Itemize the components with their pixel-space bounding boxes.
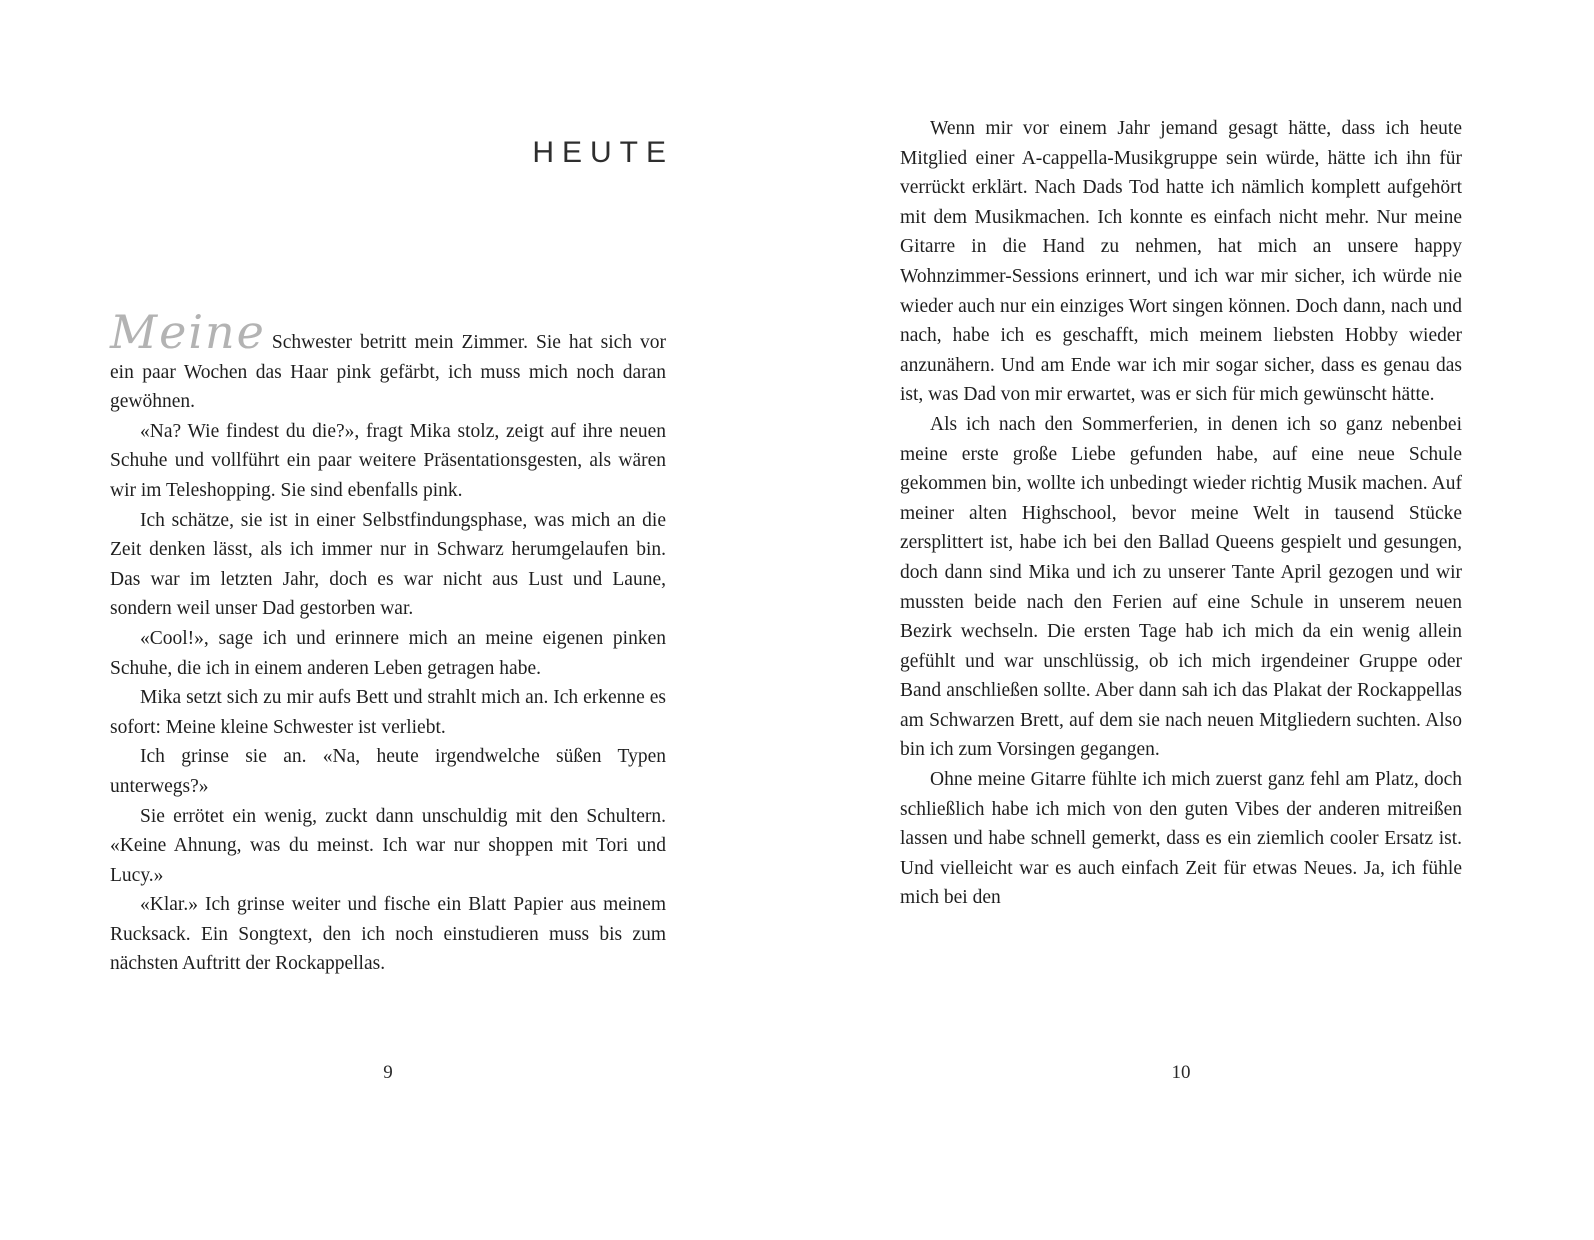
page-right-body xyxy=(900,114,1462,913)
paragraph: Mika setzt sich zu mir aufs Bett und strahlt mich an. Ich erkenne es sofort: Meine kleine Schwester ist verliebt. xyxy=(110,687,666,738)
paragraph: Ohne meine Gitarre fühlte ich mich zuerst ganz fehl am Platz, doch schließlich habe ich mich von den guten Vibes der anderen mitreißen lassen und habe schnell gemerkt, dass es ein ziemlich cooler Ersatz ist. Und vielleicht war es auch einfach Zeit für etwas Neues. Ja, ich fühle mich bei den xyxy=(900,769,1462,909)
paragraph: «Cool!», sage ich und erinnere mich an meine eigenen pinken Schuhe, die ich in einem anderen Leben getragen habe. xyxy=(110,627,666,679)
paragraph: Sie errötet ein wenig, zuckt dann unschuldig mit den Schultern. «Keine Ahnung, was du meinst. Ich war nur shoppen mit Tori und Lucy.» xyxy=(110,805,666,886)
chapter-lead-word: Meine xyxy=(110,305,266,359)
paragraph: Wenn mir vor einem Jahr jemand gesagt hätte, dass ich heute Mitglied einer A-cappella-Musikgruppe sein würde, hätte ich ihn für verrückt erklärt. Nach Dads Tod hatte ich nämlich komplett aufgehört mit dem Musikmachen. Ich konnte es einfach nicht mehr. Nur meine Gitarre in die Hand zu nehmen, hat mich an unsere happy Wohnzimmer-Sessions erinnert, und ich war mir sicher, ich würde nie wieder auch nur ein einziges Wort singen können. Doch dann, nach und nach, habe ich es geschafft, mich meinem liebsten Hobby wieder anzunähern. Und am Ende war ich mir sogar sicher, dass es genau das ist, was Dad von mir erwartet, was er sich für mich gewünscht hätte. xyxy=(900,118,1462,406)
paragraph: Ich grinse sie an. «Na, heute irgendwelche süßen Typen unterwegs?» xyxy=(110,746,666,797)
page-number-left: 9 xyxy=(383,1062,393,1083)
paragraph: «Na? Wie findest du die?», fragt Mika stolz, zeigt auf ihre neuen Schuhe und vollführt ein paar weitere Präsentationsgesten, als wären wir im Teleshopping. Sie sind ebenfalls pink. xyxy=(110,420,666,501)
page-right xyxy=(900,0,1462,1240)
paragraph xyxy=(110,305,666,417)
paragraph: Als ich nach den Sommerferien, in denen ich so ganz nebenbei meine erste große Liebe gefunden habe, auf eine neue Schule gekommen bin, wollte ich unbedingt wieder richtig Musik machen. Auf meiner alten Highschool, bevor meine Welt in tausend Stücke zersplittert ist, habe ich bei den Ballad Queens gespielt und gesungen, doch dann sind Mika und ich zu unserer Tante April gezogen und wir mussten beide nach den Ferien auf eine Schule in unserem neuen Bezirk wechseln. Die ersten Tage hab ich mich da ein wenig allein gefühlt und war unschlüssig, ob ich mich irgendeiner Gruppe oder Band anschließen sollte. Aber dann sah ich das Plakat der Rockappellas am Schwarzen Brett, auf dem sie nach neuen Mitgliedern suchten. Also bin ich zum Vorsingen gegangen. xyxy=(900,413,1462,761)
paragraph: «Klar.» Ich grinse weiter und fische ein Blatt Papier aus meinem Rucksack. Ein Songtext, den ich noch einstudieren muss bis zum nächsten Auftritt der Rockappellas. xyxy=(110,894,666,975)
page-number-right: 10 xyxy=(1171,1062,1191,1083)
chapter-heading: HEUTE xyxy=(532,136,674,169)
paragraph-text: Schwester betritt mein Zimmer. Sie hat sich vor ein paar Wochen das Haar pink gefärbt, ich muss mich noch daran gewöhnen. xyxy=(110,332,666,413)
page-left-body xyxy=(110,305,666,979)
page-left xyxy=(110,0,674,1240)
paragraph: Ich schätze, sie ist in einer Selbstfindungsphase, was mich an die Zeit denken lässt, als ich immer nur in Schwarz herumgelaufen bin. Das war im letzten Jahr, doch es war nicht aus Lust und Laune, sondern weil unser Dad gestorben war. xyxy=(110,509,666,620)
